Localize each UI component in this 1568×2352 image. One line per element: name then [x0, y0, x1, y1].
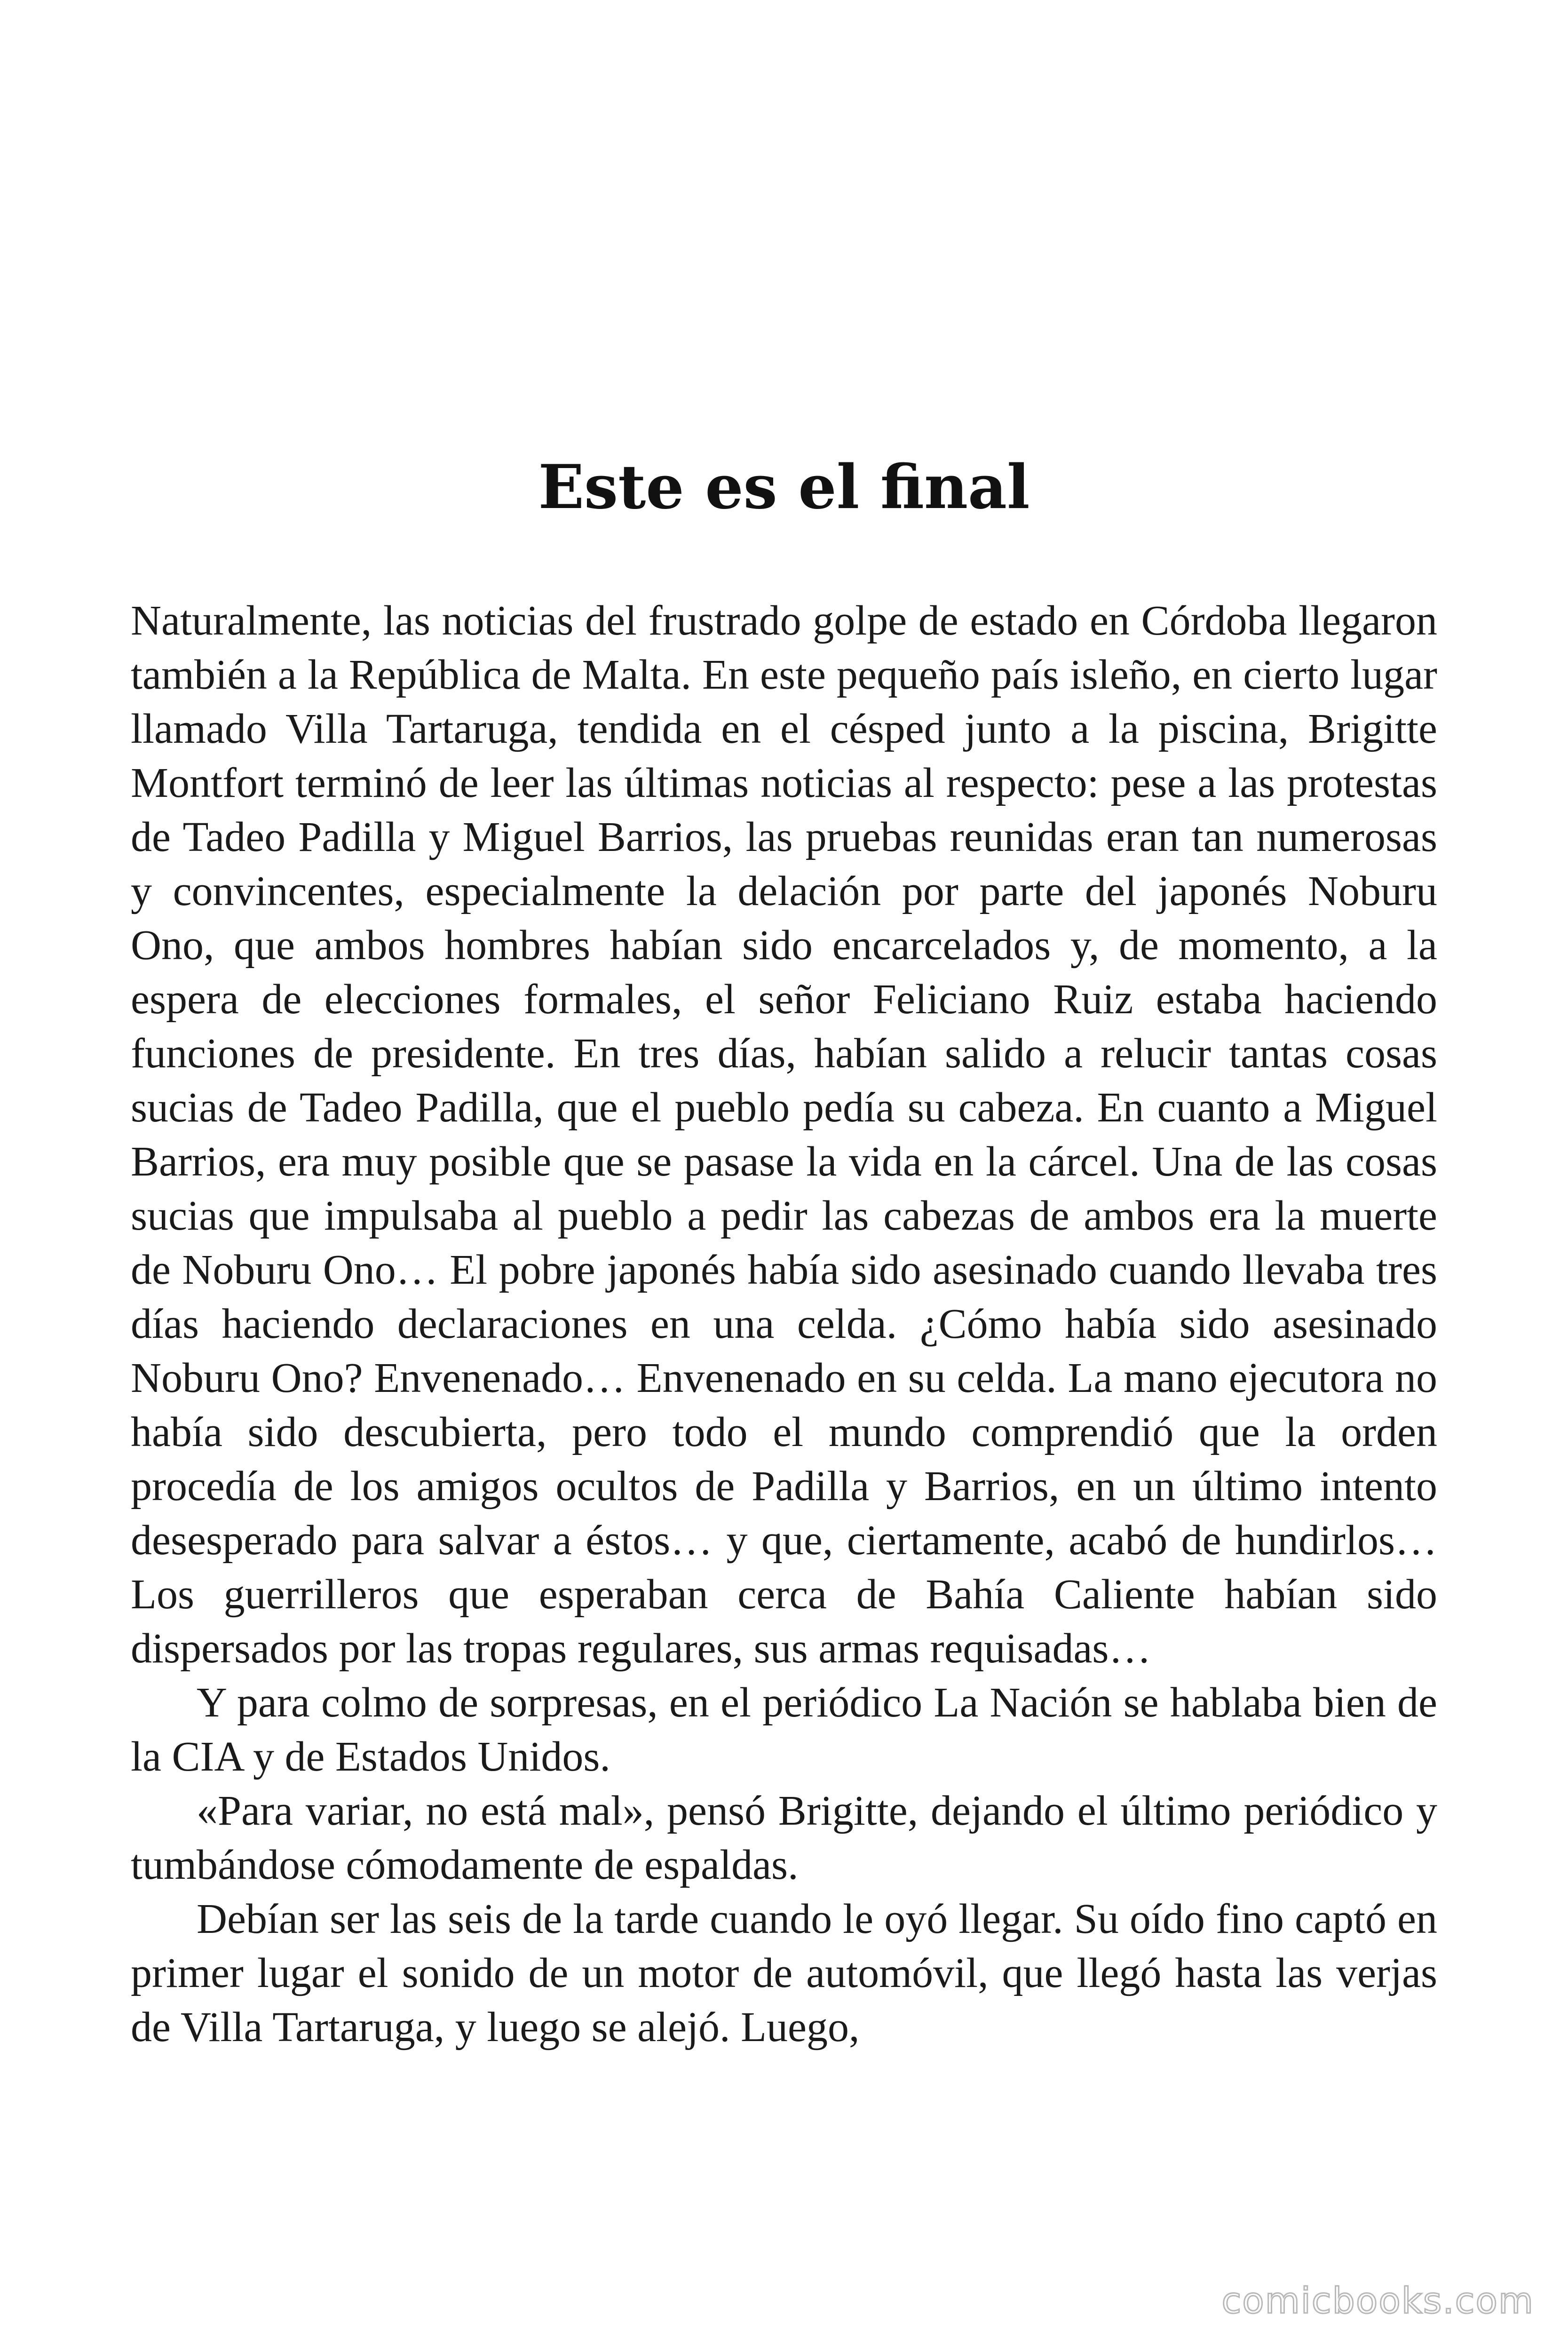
paragraph-1: Naturalmente, las noticias del frustrado golpe de estado en Córdoba llegaron también a la República de Malta. En este pequeño país isleño, en cierto lugar llamado Villa Tartaruga, tendida en el césped junto a la piscina, Brigitte Montfort terminó de leer las últimas noticias al respecto: pese a las protestas de Tadeo Padilla y Miguel Barrios, las pruebas reunidas eran tan numerosas y convincentes, especialmente la delación por parte del japonés Noburu Ono, que ambos hombres habían sido encarcelados y, de momento, a la espera de elecciones formales, el señor Feliciano Ruiz estaba haciendo funciones de presidente. En tres días, habían salido a relucir tantas cosas sucias de Tadeo Padilla, que el pueblo pedía su cabeza. En cuanto a Miguel Barrios, era muy posible que se pasase la vida en la cárcel. Una de las cosas sucias que impulsaba al pueblo a pedir las cabezas de ambos era la muerte de Noburu Ono… El pobre japonés había sido asesinado cuando llevaba tres días haciendo declaraciones en una celda. ¿Cómo había sido asesinado Noburu Ono? Envenenado… Envenenado en su celda. La mano ejecutora no había sido descubierta, pero todo el mundo comprendió que la orden procedía de los amigos ocultos de Padilla y Barrios, en un último intento desesperado para salvar a éstos… y que, ciertamente, acabó de hundirlos… Los guerrilleros que esperaban cerca de Bahía Caliente habían sido dispersados por las tropas regulares, sus armas requisadas… [131, 597, 1437, 1672]
paragraph-3: «Para variar, no está mal», pensó Brigitte, dejando el último periódico y tumbándose cómodamente de espaldas. [131, 1788, 1437, 1888]
chapter-title: Este es el final [538, 452, 1030, 523]
body-text [131, 594, 1437, 2054]
paragraph-2: Y para colmo de sorpresas, en el periódico La Nación se hablaba bien de la CIA y de Estados Unidos. [131, 1679, 1437, 1780]
watermark: comicbooks.com [1221, 2280, 1534, 2321]
paragraph-4: Debían ser las seis de la tarde cuando le oyó llegar. Su oído fino captó en primer lugar el sonido de un motor de automóvil, que llegó hasta las verjas de Villa Tartaruga, y luego se alejó. Luego, [131, 1896, 1437, 2050]
